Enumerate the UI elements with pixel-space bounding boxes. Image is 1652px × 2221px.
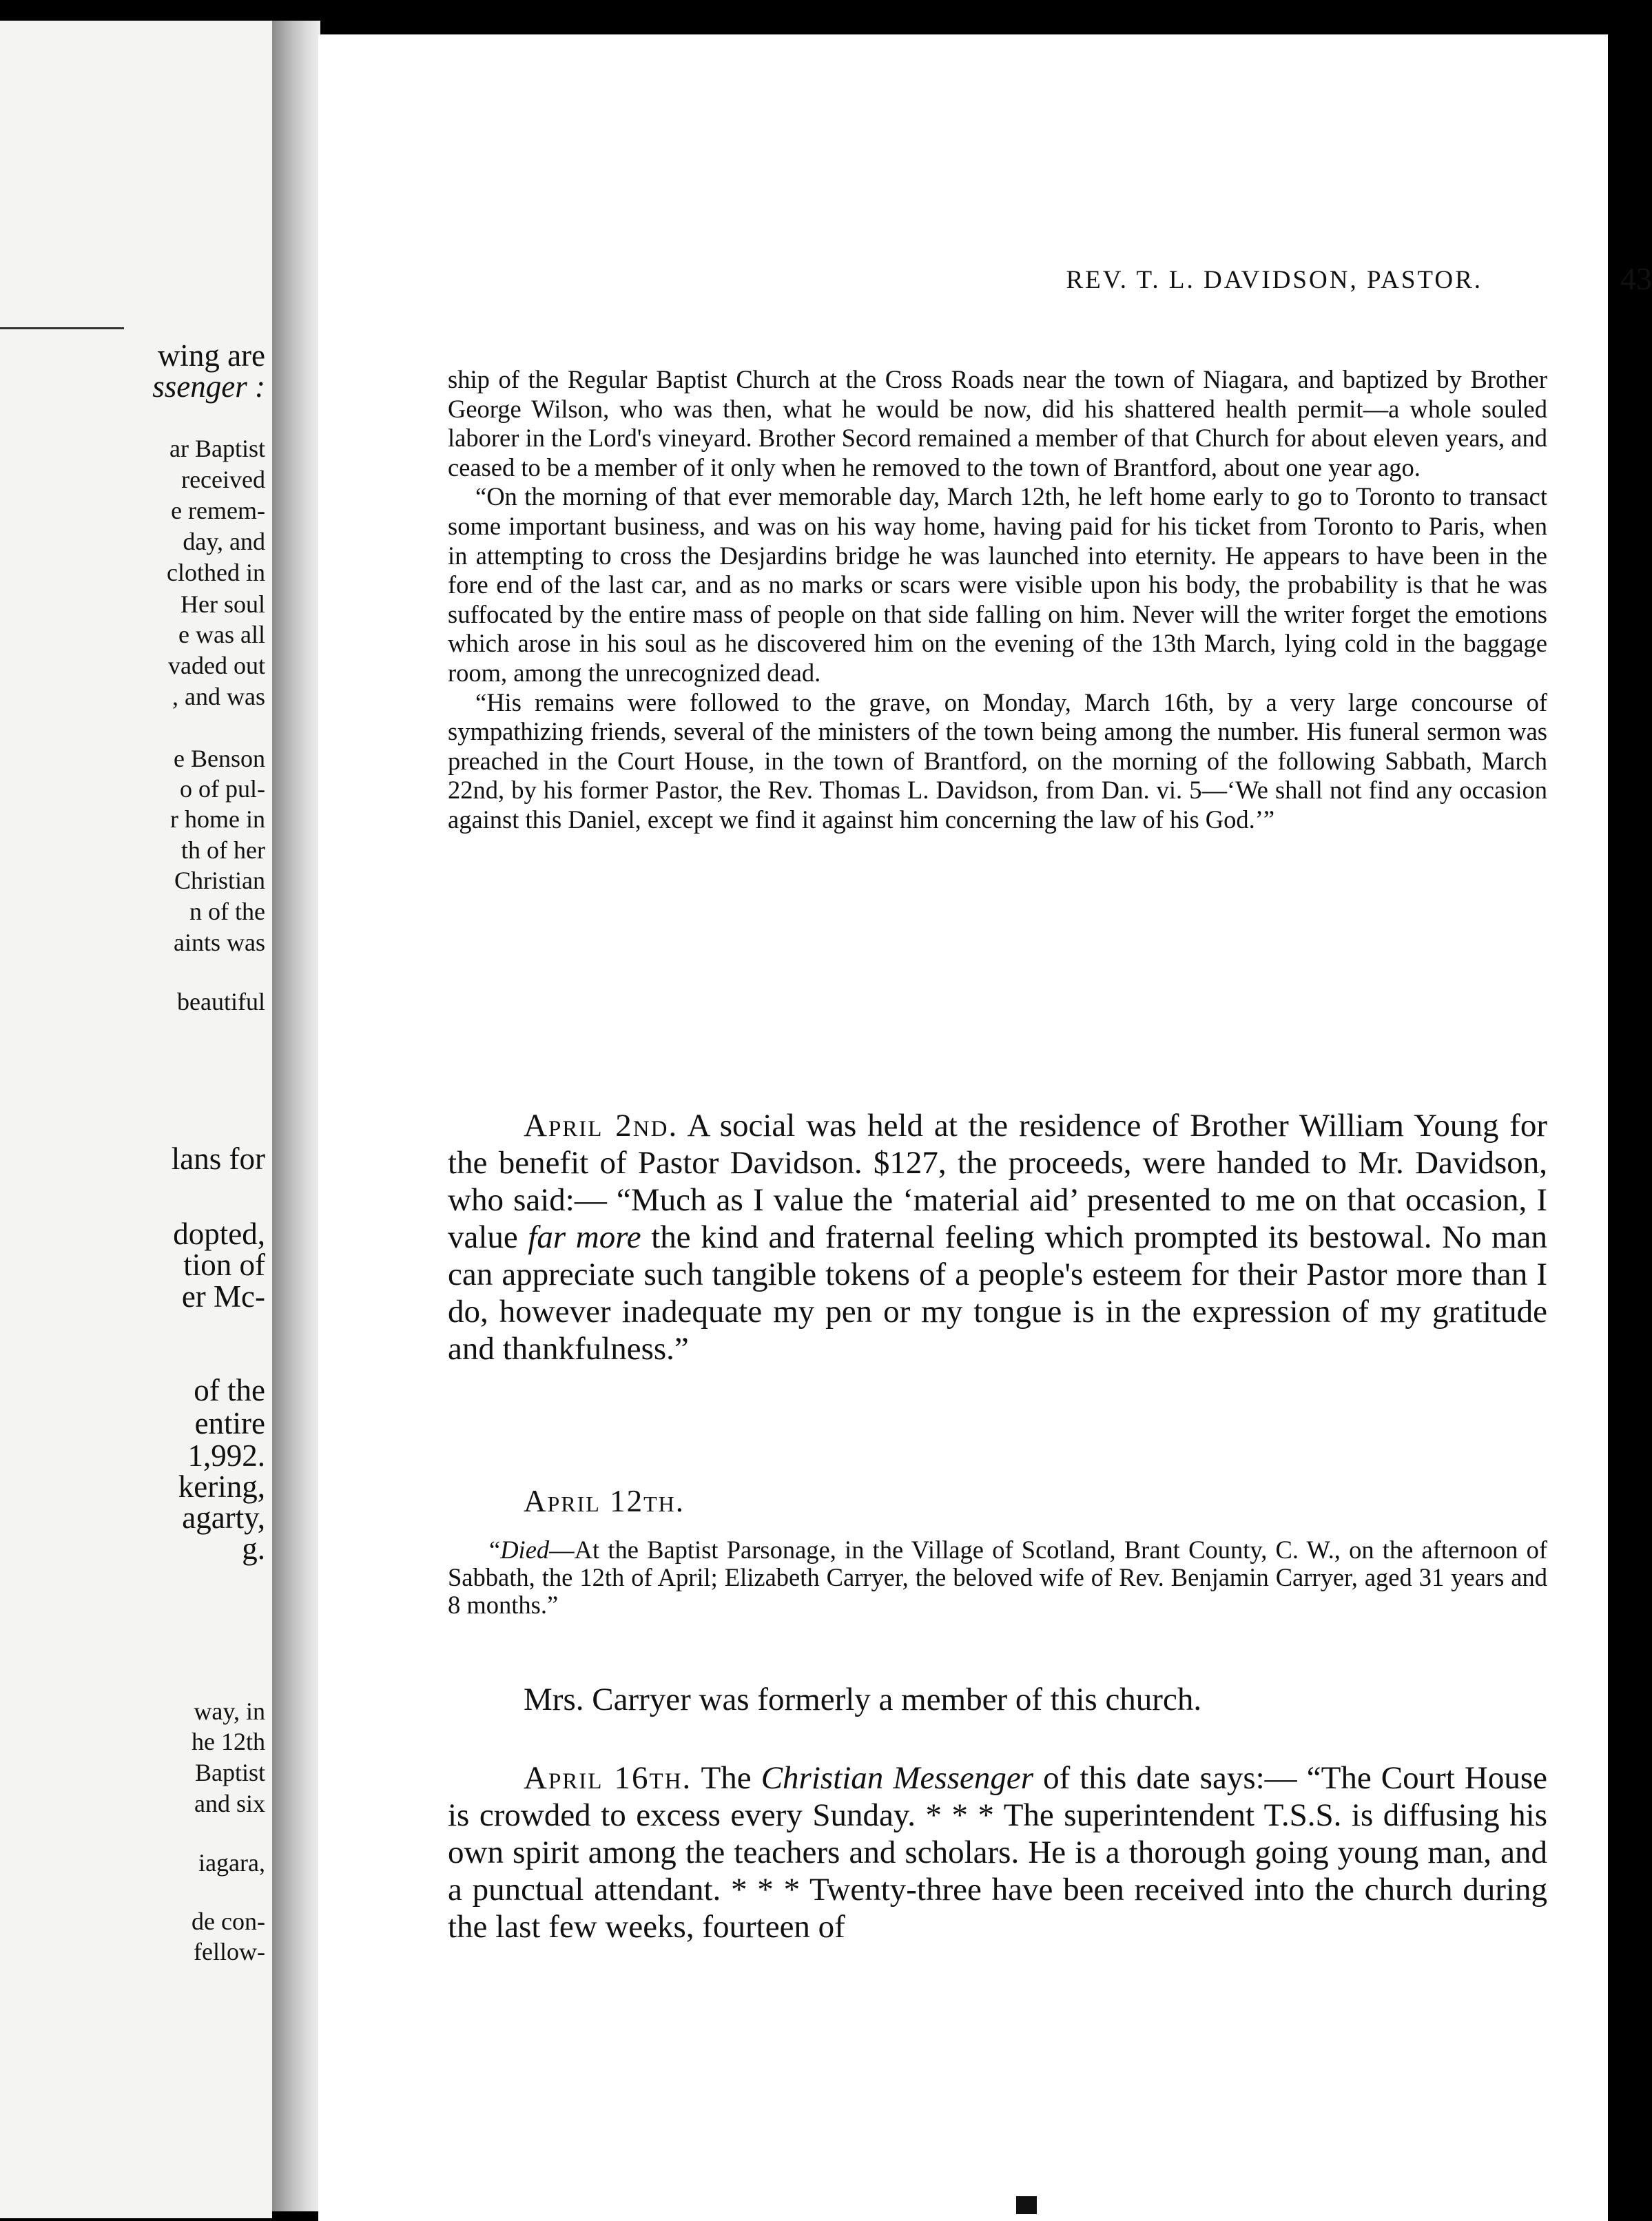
left-page-line: n of the [189, 898, 265, 925]
left-page-line: and six [194, 1790, 265, 1817]
left-page-line: r home in [170, 805, 265, 833]
left-page-line: entire [194, 1406, 265, 1440]
left-page-line: vaded out [168, 652, 265, 679]
died-text: —At the Baptist Parsonage, in the Village of Scotland, Brant County, C. W., on the afternoon of Sabbath, the 12th of April; Elizabeth Carryer, the beloved wife of Rev. Benjamin Carryer, aged 31 years and 8 months.” [448, 1536, 1547, 1619]
entry-intro: The [701, 1760, 752, 1796]
entry-april-2 [448, 1107, 1547, 1367]
left-page-line: o of pul- [180, 775, 265, 803]
quote-paragraph-1: ship of the Regular Baptist Church at the Cross Roads near the town of Niagara, and baptized by Brother George Wilson, who was then, what he would be now, did his shattered health permit—a whole souled laborer in the Lord's vineyard. Brother Secord remained a member of that Church for about eleven years, and ceased to be a member of it only when he removed to the town of Brantford, about one year ago. [448, 365, 1547, 482]
left-page-line: e was all [178, 621, 265, 648]
carryer-note [524, 1681, 1547, 1718]
left-page-line: beautiful [177, 988, 265, 1015]
entry-text: A social was held at the residence of Brother William Young for the benefit of Pastor Davidson. $127, the proceeds, were handed to Mr. Davidson, who said:— “Much as I value the ‘material aid’ presented to me on that occasion, I value [448, 1108, 1547, 1255]
scan-artifact [1016, 2196, 1037, 2214]
entry-april-12-heading [524, 1483, 1623, 1519]
left-page-line: g. [242, 1531, 265, 1566]
left-facing-page [0, 21, 272, 2218]
left-page-line: kering, [178, 1469, 265, 1504]
entry-text: of this date says:— “The Court House is crowded to excess every Sunday. * * * The superintendent T.S.S. is diffusing his own spirit among the teachers and scholars. He is a thorough going young man, and a punctual attendant. * * * Twenty-three have been received into the church during the last few weeks, fourteen of [448, 1760, 1548, 1945]
left-page-line: lans for [171, 1142, 265, 1176]
left-page-line: fellow- [194, 1938, 265, 1965]
left-page-line: , and was [172, 683, 265, 710]
main-page [318, 34, 1652, 2221]
entry-emphasis: far more [528, 1219, 641, 1255]
left-page-line: he 12th [192, 1728, 265, 1755]
left-page-line: er Mc- [181, 1279, 265, 1314]
left-page-line: ssenger : [152, 369, 265, 404]
entry-april-16 [448, 1759, 1547, 1945]
newspaper-title: Christian Messenger [761, 1760, 1033, 1796]
left-page-line: aints was [174, 929, 265, 956]
left-page-line: wing are [157, 338, 265, 373]
book-gutter [272, 21, 320, 2211]
left-page-rule [0, 327, 124, 329]
entry-text-continued: the kind and fraternal feeling which prompted its bestowal. No man can appreciate such tangible tokens of a people's esteem for their Pastor more than I do, however inadequate my pen or my tongue is in the expression of my gratitude and thankfulness.” [448, 1219, 1548, 1367]
left-page-line: Her soul [180, 590, 265, 618]
left-page-line: 1,992. [187, 1438, 265, 1473]
left-page-line: dopted, [173, 1217, 265, 1251]
note-text: Mrs. Carryer was formerly a member of this church. [524, 1682, 1202, 1717]
left-page-line: ar Baptist [169, 435, 265, 462]
left-page-line: e Benson [174, 745, 265, 772]
left-page-line: day, and [183, 528, 265, 555]
death-notice: “Died—At the Baptist Parsonage, in the Village of Scotland, Brant County, C. W., on the afternoon of Sabbath, the 12th of April; Elizabeth Carryer, the beloved wife of Rev. Benjamin Carryer, aged 31 years and 8 months.” [448, 1536, 1547, 1619]
quote-paragraph-3: “His remains were followed to the grave, on Monday, March 16th, by a very large concourse of sympathizing friends, several of the ministers of the town being among the number. His funeral sermon was preached in the Court House, in the town of Brantford, on the morning of the following Sabbath, March 22nd, by his former Pastor, the Rev. Thomas L. Davidson, from Dan. vi. 5—‘We shall not find any occasion against this Daniel, except we find it against him concerning the law of his God.’” [448, 688, 1547, 834]
entry-date: April 12th. [524, 1484, 685, 1518]
left-page-line: received [181, 466, 265, 493]
left-page-line: agarty, [182, 1500, 265, 1535]
left-page-line: Christian [174, 867, 265, 894]
died-label: Died [500, 1536, 550, 1564]
entry-date: April 16th. [524, 1760, 692, 1796]
left-page-line: clothed in [167, 559, 265, 586]
left-page-line: iagara, [198, 1849, 265, 1877]
quoted-obituary [448, 365, 1547, 835]
left-page-line: of the [194, 1373, 265, 1407]
page-number: 43 [1620, 261, 1652, 296]
left-page-line: Baptist [194, 1759, 265, 1786]
left-page-line: tion of [183, 1248, 265, 1282]
entry-date: April 2nd. [524, 1108, 679, 1144]
left-page-line: way, in [194, 1697, 265, 1725]
left-page-line: th of her [181, 836, 265, 864]
quote-paragraph-2: “On the morning of that ever memorable day, March 12th, he left home early to go to Toronto to transact some important business, and was on his way home, having paid for his ticket from Toronto to Paris, when in attempting to cross the Desjardins bridge he was launched into eternity. He appears to have been in the fore end of the last car, and as no marks or scars were visible upon his body, the probability is that he was suffocated by the entire mass of people on that side falling on him. Never will the writer forget the emotions which arose in his soul as he discovered him on the evening of the 13th March, lying cold in the baggage room, among the unrecognized dead. [448, 482, 1547, 687]
left-page-line: e remem- [171, 497, 265, 524]
running-head: REV. T. L. DAVIDSON, PASTOR. [1066, 266, 1483, 294]
left-page-line: de con- [192, 1908, 265, 1935]
